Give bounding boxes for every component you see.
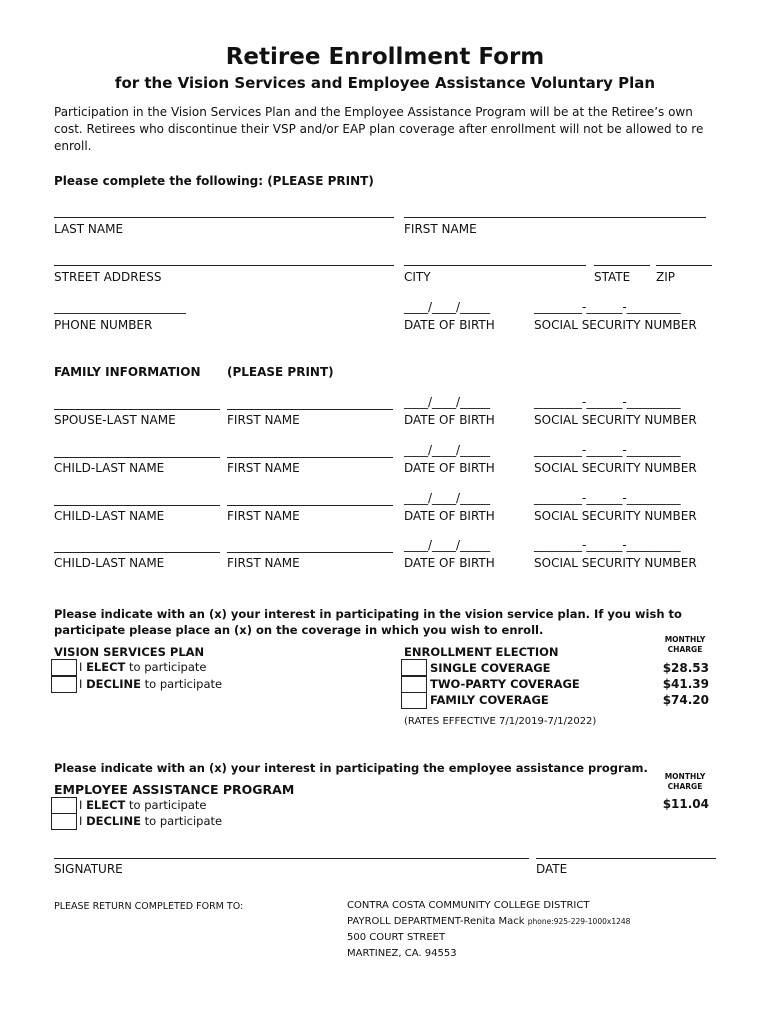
family-last-name-field[interactable] <box>54 552 220 553</box>
family-first-name-field[interactable] <box>227 457 393 458</box>
family-last-name-field[interactable] <box>54 457 220 458</box>
eap-decline-label: I DECLINE to participate <box>79 814 223 828</box>
vision-instruction-line2: participate please place an (x) on the coverage in which you wish to enroll. <box>54 623 544 637</box>
eap-heading: EMPLOYEE ASSISTANCE PROGRAM <box>54 782 295 797</box>
zip-label: ZIP <box>656 270 675 284</box>
dob-label: DATE OF BIRTH <box>404 318 495 332</box>
family-last-name-label: CHILD-LAST NAME <box>54 509 165 523</box>
city-label: CITY <box>404 270 431 284</box>
single-coverage-checkbox[interactable] <box>401 659 427 676</box>
ssn-label: SOCIAL SECURITY NUMBER <box>534 318 697 332</box>
return-address-line2: PAYROLL DEPARTMENT-Renita Mack phone:925-229-1000x1248 <box>347 916 631 927</box>
family-heading: FAMILY INFORMATION <box>54 365 201 379</box>
family-ssn-label: SOCIAL SECURITY NUMBER <box>534 413 697 427</box>
family-last-name-field[interactable] <box>54 409 220 410</box>
dob-field[interactable]: ____/____/_____ <box>404 300 491 314</box>
phone-label: PHONE NUMBER <box>54 318 153 332</box>
street-address-field[interactable] <box>54 265 394 266</box>
family-first-name-field[interactable] <box>227 409 393 410</box>
family-dob-label: DATE OF BIRTH <box>404 413 495 427</box>
eap-price: $11.04 <box>662 797 709 811</box>
signature-label: SIGNATURE <box>54 862 123 876</box>
print-instruction: Please complete the following: (PLEASE PRINT) <box>54 174 374 188</box>
last-name-label: LAST NAME <box>54 222 124 236</box>
family-last-name-label: SPOUSE-LAST NAME <box>54 413 176 427</box>
vision-decline-checkbox[interactable] <box>51 676 77 693</box>
eap-monthly-charge-header: MONTHLY CHARGE <box>664 772 706 791</box>
single-coverage-price: $28.53 <box>662 661 709 675</box>
family-ssn-field[interactable]: ________-______-_________ <box>534 443 681 457</box>
two-party-coverage-price: $41.39 <box>662 677 709 691</box>
family-dob-label: DATE OF BIRTH <box>404 509 495 523</box>
return-address-line3: 500 COURT STREET <box>347 932 446 943</box>
family-coverage-checkbox[interactable] <box>401 692 427 709</box>
family-ssn-field[interactable]: ________-______-_________ <box>534 491 681 505</box>
rates-effective-note: (RATES EFFECTIVE 7/1/2019-7/1/2022) <box>404 716 597 727</box>
family-ssn-field[interactable]: ________-______-_________ <box>534 395 681 409</box>
ssn-field[interactable]: ________-______-_________ <box>534 300 681 314</box>
vision-monthly-charge-header: MONTHLY CHARGE <box>664 635 706 654</box>
eap-decline-checkbox[interactable] <box>51 813 77 830</box>
first-name-field[interactable] <box>404 217 706 218</box>
last-name-field[interactable] <box>54 217 394 218</box>
vision-decline-label: I DECLINE to participate <box>79 677 223 691</box>
vision-plan-heading: VISION SERVICES PLAN <box>54 645 205 659</box>
eap-instruction: Please indicate with an (x) your interest in participating the employee assistance program. <box>54 761 648 775</box>
eap-elect-label: I ELECT to participate <box>79 798 207 812</box>
family-coverage-price: $74.20 <box>662 693 709 707</box>
family-first-name-field[interactable] <box>227 505 393 506</box>
family-dob-field[interactable]: ____/____/_____ <box>404 538 491 552</box>
family-dob-label: DATE OF BIRTH <box>404 461 495 475</box>
family-first-name-label: FIRST NAME <box>227 556 300 570</box>
first-name-label: FIRST NAME <box>404 222 477 236</box>
family-dob-field[interactable]: ____/____/_____ <box>404 395 491 409</box>
family-first-name-field[interactable] <box>227 552 393 553</box>
two-party-coverage-label: TWO-PARTY COVERAGE <box>430 677 580 691</box>
family-last-name-field[interactable] <box>54 505 220 506</box>
family-heading-note: (PLEASE PRINT) <box>227 365 334 379</box>
vision-instruction-line1: Please indicate with an (x) your interest in participating in the vision service plan. If you wish to <box>54 607 682 621</box>
vision-elect-checkbox[interactable] <box>51 659 77 676</box>
date-field[interactable] <box>536 858 716 859</box>
city-field[interactable] <box>404 265 586 266</box>
family-first-name-label: FIRST NAME <box>227 413 300 427</box>
form-title: Retiree Enrollment Form <box>225 44 545 70</box>
two-party-coverage-checkbox[interactable] <box>401 676 427 693</box>
vision-elect-label: I ELECT to participate <box>79 660 207 674</box>
eap-elect-checkbox[interactable] <box>51 797 77 814</box>
signature-field[interactable] <box>54 858 529 859</box>
street-address-label: STREET ADDRESS <box>54 270 162 284</box>
return-address-line4: MARTINEZ, CA. 94553 <box>347 948 457 959</box>
family-ssn-label: SOCIAL SECURITY NUMBER <box>534 461 697 475</box>
family-dob-field[interactable]: ____/____/_____ <box>404 491 491 505</box>
zip-field[interactable] <box>656 265 712 266</box>
family-coverage-label: FAMILY COVERAGE <box>430 693 549 707</box>
family-ssn-label: SOCIAL SECURITY NUMBER <box>534 556 697 570</box>
family-ssn-field[interactable]: ________-______-_________ <box>534 538 681 552</box>
family-ssn-label: SOCIAL SECURITY NUMBER <box>534 509 697 523</box>
single-coverage-label: SINGLE COVERAGE <box>430 661 551 675</box>
enrollment-election-heading: ENROLLMENT ELECTION <box>404 645 559 659</box>
state-label: STATE <box>594 270 631 284</box>
return-label: PLEASE RETURN COMPLETED FORM TO: <box>54 901 244 912</box>
date-label: DATE <box>536 862 568 876</box>
family-last-name-label: CHILD-LAST NAME <box>54 461 165 475</box>
intro-paragraph: Participation in the Vision Services Plan and the Employee Assistance Program will be at the Retiree’s own cost. Retirees who discontinue their VSP and/or EAP plan coverage after enrollment will not be allowed to re enroll. <box>54 105 704 153</box>
family-first-name-label: FIRST NAME <box>227 461 300 475</box>
state-field[interactable] <box>594 265 650 266</box>
family-last-name-label: CHILD-LAST NAME <box>54 556 165 570</box>
return-address-line1: CONTRA COSTA COMMUNITY COLLEGE DISTRICT <box>347 900 590 911</box>
family-dob-field[interactable]: ____/____/_____ <box>404 443 491 457</box>
family-dob-label: DATE OF BIRTH <box>404 556 495 570</box>
phone-field[interactable]: ______________________ <box>54 300 186 314</box>
family-first-name-label: FIRST NAME <box>227 509 300 523</box>
form-subtitle: for the Vision Services and Employee Assistance Voluntary Plan <box>114 74 656 92</box>
